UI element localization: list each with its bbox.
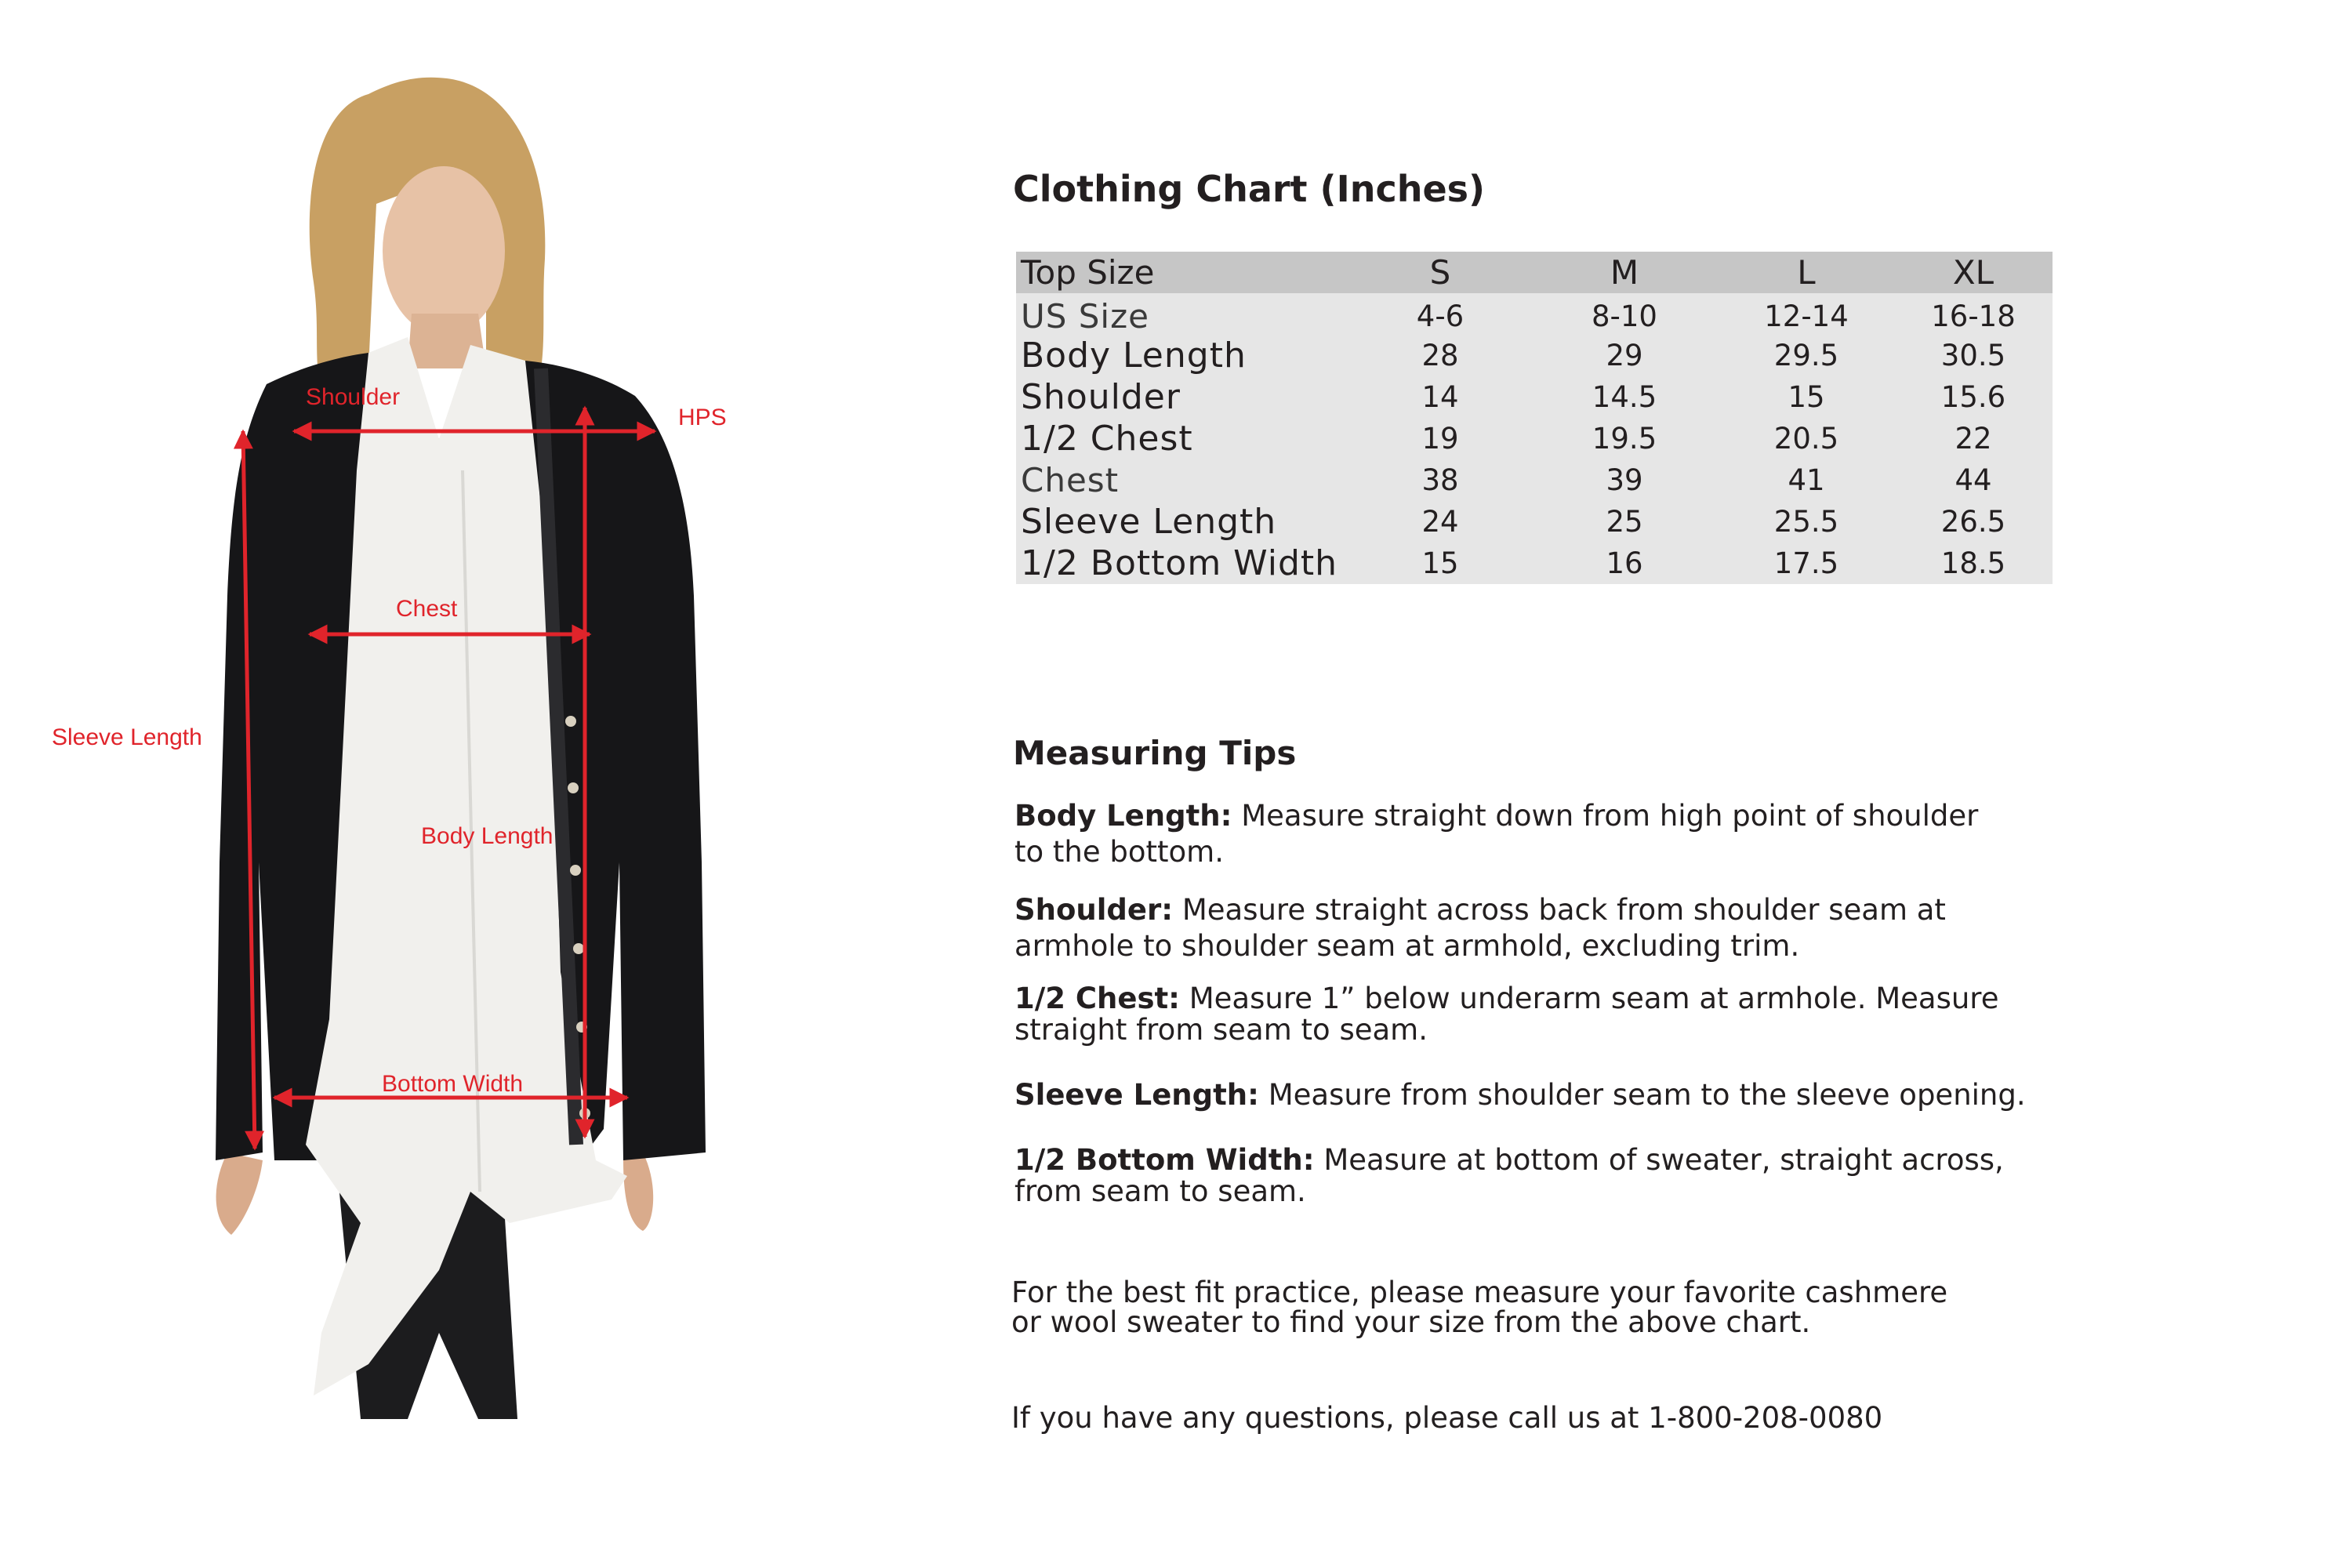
tip-shoulder: [1014, 892, 2034, 964]
table-cell: 14: [1421, 380, 1459, 414]
table-cell: 29.5: [1773, 339, 1839, 372]
header-size-l: L: [1797, 252, 1816, 292]
left-hand: [216, 1152, 263, 1235]
table-cell: 18.5: [1940, 546, 2006, 580]
table-cell: 25: [1606, 505, 1643, 539]
row-label: Shoulder: [1021, 376, 1181, 417]
model-photo: [0, 0, 784, 1568]
fit-note-line: or wool sweater to find your size from the above chart.: [1011, 1305, 1811, 1339]
table-cell: 22: [1955, 422, 1992, 456]
table-cell: 39: [1606, 463, 1643, 497]
sleeve-length-label: Sleeve Length: [52, 724, 202, 750]
header-top-size: Top Size: [1021, 252, 1155, 292]
table-row: [1016, 376, 2053, 418]
row-label: Chest: [1021, 460, 1120, 499]
tip-body-length: [1014, 798, 2034, 870]
tip-text: armhole to shoulder seam at armhold, excluding trim.: [1014, 929, 1800, 963]
tip-sleeve-length: [1014, 1077, 2034, 1113]
table-cell: 44: [1955, 463, 1992, 497]
row-label: 1/2 Chest: [1021, 418, 1193, 459]
table-cell: 25.5: [1773, 505, 1839, 539]
table-cell: 19: [1421, 422, 1459, 456]
model-illustration: [0, 0, 784, 1568]
table-row: [1016, 501, 2053, 543]
row-label: Sleeve Length: [1021, 501, 1277, 542]
tip-text: Measure from shoulder seam to the sleeve opening.: [1268, 1078, 2026, 1112]
table-cell: 41: [1788, 463, 1825, 497]
tip-text: to the bottom.: [1014, 835, 1224, 869]
tip-half-chest: [1014, 983, 2034, 1046]
table-cell: 16-18: [1931, 299, 2016, 333]
contact-note: [1011, 1403, 2046, 1433]
right-hand: [623, 1152, 653, 1231]
shoulder-label: Shoulder: [306, 384, 401, 410]
table-cell: 14.5: [1592, 380, 1657, 414]
header-size-s: S: [1429, 252, 1451, 292]
table-cell: 28: [1421, 339, 1459, 372]
table-cell: 16: [1606, 546, 1643, 580]
table-cell: 15: [1788, 380, 1825, 414]
tip-text: from seam to seam.: [1014, 1174, 1306, 1208]
table-row: [1016, 293, 2053, 335]
table-cell: 8-10: [1592, 299, 1657, 333]
chart-title: Clothing Chart (Inches): [1013, 168, 1486, 210]
fit-note-line: For the best fit practice, please measure your favorite cashmere: [1011, 1276, 1948, 1309]
row-label: 1/2 Bottom Width: [1021, 543, 1338, 583]
tip-text: Measure 1” below underarm seam at armhole. Measure: [1189, 982, 1999, 1015]
table-row: [1016, 418, 2053, 459]
header-size-xl: XL: [1952, 252, 1994, 292]
table-cell: 17.5: [1773, 546, 1839, 580]
table-row: [1016, 459, 2053, 501]
table-cell: 30.5: [1940, 339, 2006, 372]
contact-text: If you have any questions, please call us at 1-800-208-0080: [1011, 1401, 1883, 1435]
table-cell: 19.5: [1592, 422, 1657, 456]
table-row: [1016, 543, 2053, 584]
tip-text: Measure straight across back from shoulder seam at: [1181, 893, 1946, 927]
table-row: [1016, 335, 2053, 376]
table-cell: 29: [1606, 339, 1643, 372]
tip-text: straight from seam to seam.: [1014, 1013, 1428, 1047]
table-cell: 15: [1421, 546, 1459, 580]
table-header-row: [1016, 252, 2053, 293]
fit-note: [1011, 1278, 2046, 1338]
hps-label: HPS: [678, 405, 727, 430]
table-cell: 20.5: [1773, 422, 1839, 456]
tip-text: Measure at bottom of sweater, straight across,: [1323, 1143, 2004, 1177]
table-cell: 15.6: [1940, 380, 2006, 414]
face: [383, 166, 505, 336]
chest-label: Chest: [396, 596, 458, 622]
table-cell: 38: [1421, 463, 1459, 497]
table-cell: 24: [1421, 505, 1459, 539]
table-cell: 12-14: [1764, 299, 1849, 333]
tips-title: Measuring Tips: [1013, 734, 1297, 772]
tip-term: 1/2 Bottom Width:: [1014, 1143, 1315, 1177]
bottom-width-label: Bottom Width: [382, 1071, 524, 1097]
tip-half-bottom-width: [1014, 1145, 2034, 1207]
header-size-m: M: [1610, 252, 1639, 292]
row-label: US Size: [1021, 296, 1149, 336]
tip-term: Body Length:: [1014, 799, 1232, 833]
tip-term: Shoulder:: [1014, 893, 1174, 927]
table-cell: 26.5: [1940, 505, 2006, 539]
tip-term: 1/2 Chest:: [1014, 982, 1180, 1015]
tip-text: Measure straight down from high point of shoulder: [1241, 799, 1979, 833]
body-length-label: Body Length: [421, 823, 554, 849]
row-label: Body Length: [1021, 335, 1247, 376]
table-cell: 4-6: [1416, 299, 1465, 333]
tip-term: Sleeve Length:: [1014, 1078, 1259, 1112]
size-table: [1016, 252, 2053, 584]
